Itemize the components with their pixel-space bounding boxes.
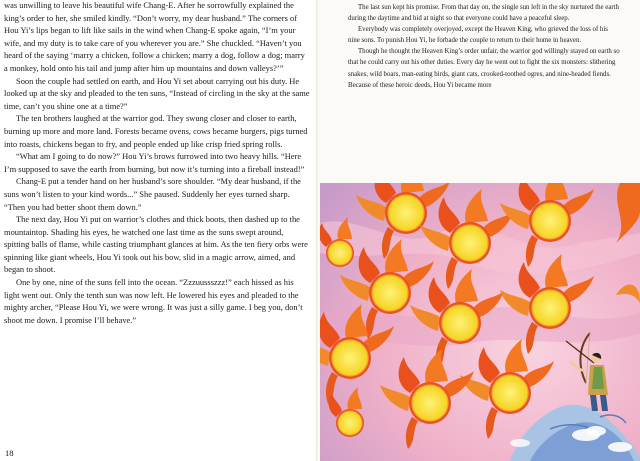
- right-page-text: [348, 2, 620, 91]
- right-paragraph: Everybody was completely overjoyed, except the Heaven King, who grieved the loss of his nine sons. To punish Hou Yi, he forbade the couple to return to their home in heaven.: [348, 26, 608, 45]
- right-paragraph: Though he thought the Heaven King’s order unfair, the warrior god willingly stayed on earth so that he could carry out his other duties. Every day he went out to fight the six monsters: slithering snakes, wild boars, man-eating birds, giant cats, crooked-toothed ogres, and nine-headed fiends. Because of these heroic deeds, Hou Yi became more: [348, 48, 620, 89]
- left-paragraph: Chang-E put a tender hand on her husband’s sore shoulder. “My dear husband, if the suns won’t listen to your kind words...” She paused. Suddenly her eyes turned sharp. “Then you had better shoot them down.”: [4, 176, 301, 212]
- left-paragraph: was unwilling to leave his beautiful wife Chang-E. After he sorrowfully explained the king’s order to her, she smiled kindly. “Don’t worry, my dear husband.” The corners of Hou Yi’s lips began to lift like sails in the wind when Chang-E spoke again, “I’m your wife, and my duty is to take care of you wherever you are.” She chuckled. “Haven’t you heard of the saying ‘marry a chicken, follow a chicken; marry a dog, follow a dog; marry a monkey, hold onto his tail and jump after him up mountains and down valleys?’”: [4, 0, 305, 73]
- left-page: [0, 0, 318, 461]
- left-paragraph: The next day, Hou Yi put on warrior’s clothes and thick boots, then dashed up to the mountaintop. Shading his eyes, he watched one last time as the suns swept around, spitting balls of flame, while casting triumphant glances at him. As the ten fiery orbs were spinning like giant wheels, Hou Yi took out his bow, slid in a magic arrow, aimed, and began to shoot.: [4, 214, 308, 275]
- page-number: 18: [5, 448, 14, 458]
- left-paragraph: Soon the couple had settled on earth, and Hou Yi set about carrying out his duty. He looked up at the sky and pleaded to the ten suns, “Instead of circling in the sky at the same time, can’t you shine one at a time?”: [4, 75, 310, 111]
- left-paragraph: “What am I going to do now?” Hou Yi’s brows furrowed into two heavy hills. “Here I’m supposed to save the earth from burning, but now it’s turning into a fireball instead!”: [4, 151, 305, 174]
- right-page: [318, 0, 640, 461]
- ten-suns-illustration: [320, 183, 640, 461]
- left-paragraph: The ten brothers laughed at the warrior god. They swung closer and closer to earth, burning up more and more land. Forests became ovens, cows became burgers, pigs turned into roasts, chickens began to fry, and people ended up like crisp fried spring rolls.: [4, 113, 308, 149]
- left-paragraph: One by one, nine of the suns fell into the ocean. “Zzzuussszzz!” each hissed as his light went out. Only the tenth sun was now left. He lowered his eyes and pleaded to the mighty archer, “Please Hou Yi, we were wrong. It was just a silly game. I beg you, don’t shoot me down. I promise I’ll behave.”: [4, 277, 303, 325]
- right-paragraph: The last sun kept his promise. From that day on, the single sun left in the sky nurtured the earth during the daytime and hid at night so that everyone could have a peaceful sleep.: [348, 4, 619, 23]
- left-page-text: [4, 0, 310, 326]
